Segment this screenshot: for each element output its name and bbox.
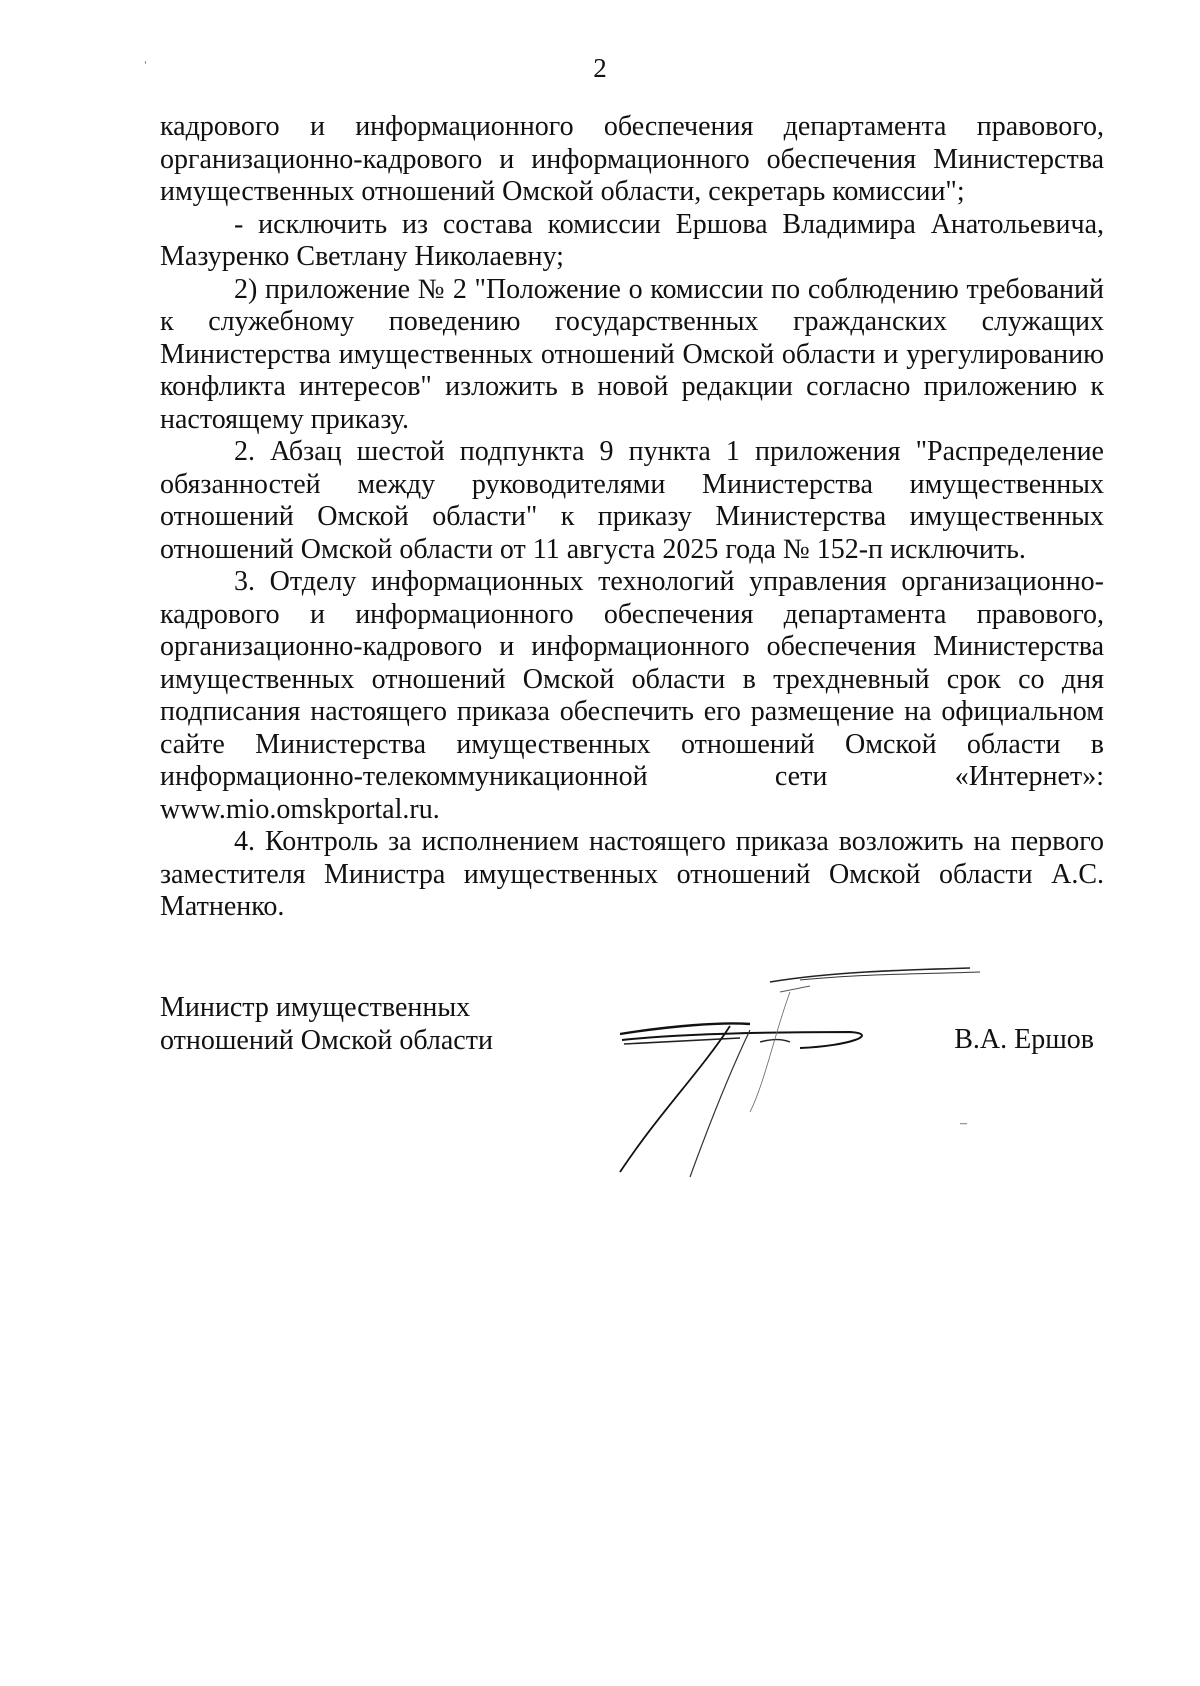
document-body xyxy=(160,111,1104,924)
signatory-title-line-2: отношений Омской области xyxy=(160,1024,493,1056)
scan-speck: ˈ xyxy=(143,60,148,75)
signature-block xyxy=(160,992,1104,1192)
handwritten-signature xyxy=(600,962,1000,1192)
paragraph-6: 4. Контроль за исполнением настоящего приказа возложить на первого заместителя Министра имущественных отношений Омской области А.С. Матненко. xyxy=(160,826,1104,922)
paragraph-4: 2. Абзац шестой подпункта 9 пункта 1 приложения "Распределение обязанностей между руководителями Министерства имущественных отношений Омской области" к приказу Министерства имущественных отношений Омской области от 11 августа 2025 года № 152-п исключить. xyxy=(160,436,1104,565)
paragraph-5: 3. Отделу информационных технологий управления организационно-кадрового и информационного обеспечения департамента правового, организационно-кадрового и информационного обеспечения Министерства имущественных отношений Омской области в трехдневный срок со дня подписания настоящего приказа обеспечить его размещение на официальном сайте Министерства имущественных отношений Омской области в информационно-телекоммуникационной сети «Интернет»: www.mio.omskportal.ru. xyxy=(160,566,1104,825)
paragraph-3: 2) приложение № 2 "Положение о комиссии по соблюдению требований к служебному поведению государственных гражданских служащих Министерства имущественных отношений Омской области и урегулированию конфликта интересов" изложить в новой редакции согласно приложению к настоящему приказу. xyxy=(160,273,1104,435)
page-number: 2 xyxy=(593,53,607,83)
signatory-name: В.А. Ершов xyxy=(954,1024,1094,1055)
paragraph-2: - исключить из состава комиссии Ершова Владимира Анатольевича, Мазуренко Светлану Николаевну; xyxy=(160,208,1104,272)
signatory-title xyxy=(160,992,493,1057)
paragraph-1: кадрового и информационного обеспечения департамента правового, организационно-кадрового и информационного обеспечения Министерства имущественных отношений Омской области, секретарь комиссии"; xyxy=(160,111,1104,207)
signatory-title-line-1: Министр имущественных xyxy=(160,992,471,1023)
scan-speck: ‒ xyxy=(960,1116,967,1131)
